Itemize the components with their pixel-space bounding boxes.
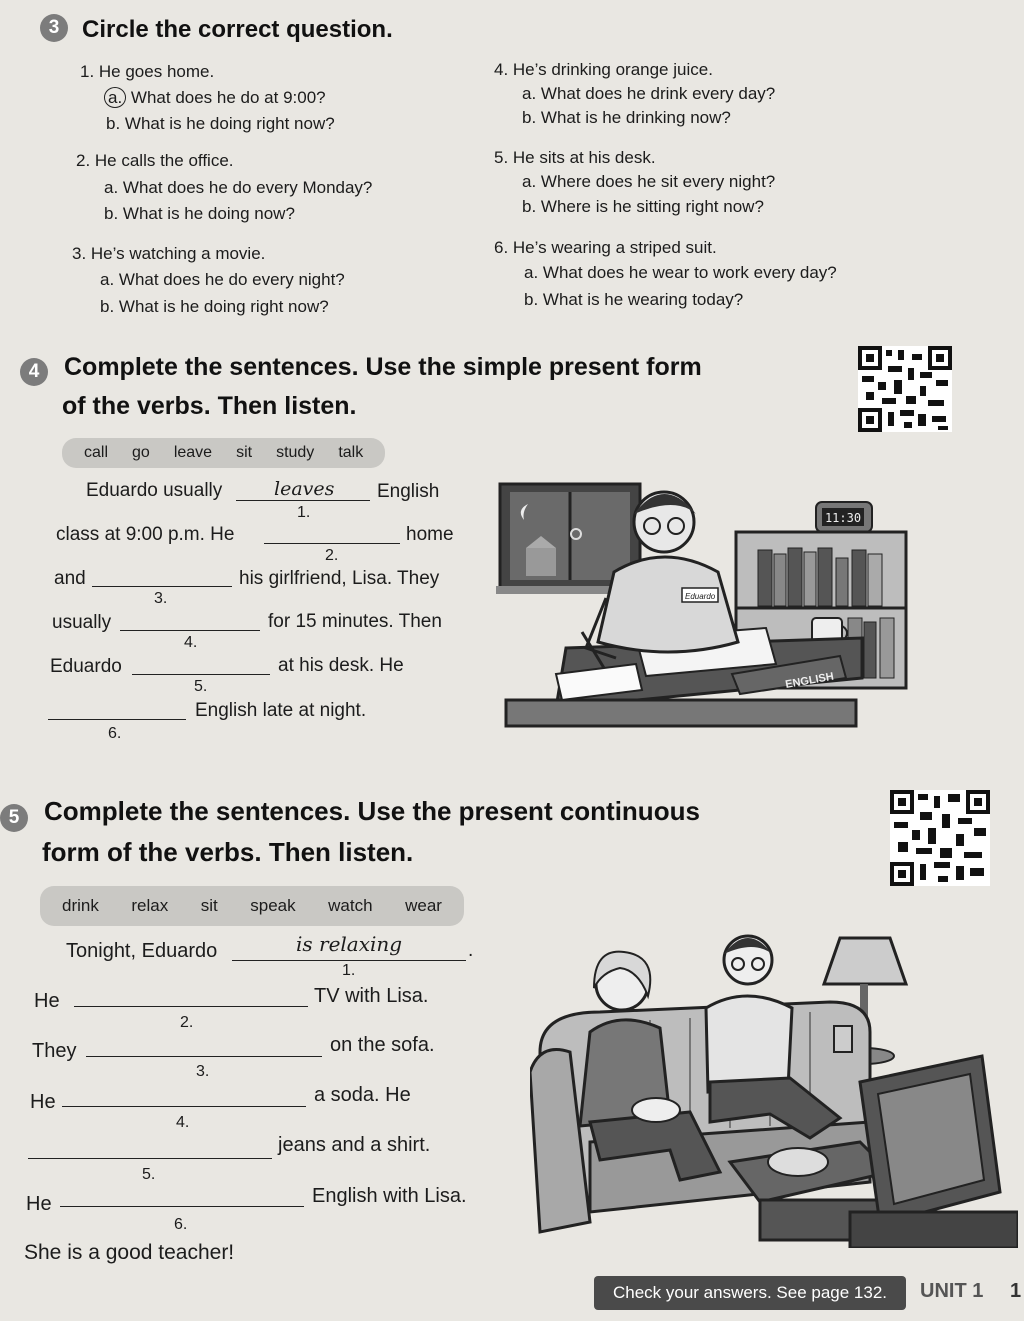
ex3-item-3-stem: 3. He’s watching a movie. [72, 244, 266, 263]
clock-readout: 11:30 [824, 511, 862, 525]
ex5-line-3-end: on the sofa. [330, 1034, 435, 1056]
qr-code-icon[interactable] [858, 346, 952, 432]
ex4-line-2-start: class at 9:00 p.m. He [56, 524, 235, 545]
word-bank-word: sit [236, 444, 253, 461]
english-book-label: ENGLISH [784, 670, 835, 691]
ex3-item-5-option-a[interactable]: a. Where does he sit every night? [522, 172, 776, 191]
ex5-blank-5[interactable] [28, 1158, 272, 1159]
ex5-line-2-start: He [34, 990, 60, 1012]
ex5-line-5-end: jeans and a shirt. [278, 1134, 431, 1156]
ex3-item-6-option-b[interactable]: b. What is he wearing today? [524, 290, 744, 309]
ex3-item-1-option-b[interactable]: b. What is he doing right now? [106, 114, 335, 133]
ex3-item-3-option-a[interactable]: a. What does he do every night? [100, 270, 345, 289]
ex3-item-2-stem: 2. He calls the office. [76, 151, 234, 170]
ex3-item-2-option-a[interactable]: a. What does he do every Monday? [104, 178, 373, 197]
ex5-blank-3-number: 3. [196, 1063, 210, 1080]
word-bank-word: go [132, 444, 150, 461]
ex5-blank-4[interactable] [62, 1106, 306, 1107]
ex5-line-2-end: TV with Lisa. [314, 985, 429, 1007]
ex3-item-4-stem: 4. He’s drinking orange juice. [494, 60, 713, 79]
ex5-blank-6[interactable] [60, 1206, 304, 1207]
exercise-3-title: Circle the correct question. [82, 16, 393, 43]
ex4-blank-3[interactable] [92, 586, 232, 587]
living-room-illustration [530, 932, 1018, 1248]
ex5-blank-2-number: 2. [180, 1014, 194, 1031]
ex4-answer-1: leaves [274, 478, 335, 500]
ex3-item-4-option-a[interactable]: a. What does he drink every day? [522, 84, 776, 103]
word-bank-ex5 [40, 886, 464, 926]
word-bank-word: sit [200, 896, 218, 915]
exercise-4-title-line-2: of the verbs. Then listen. [62, 392, 357, 420]
ex3-item-5-option-b[interactable]: b. Where is he sitting right now? [522, 197, 764, 216]
ex5-blank-2[interactable] [74, 1006, 308, 1007]
ex5-blank-1-number: 1. [342, 962, 356, 979]
word-bank-word: leave [173, 444, 213, 461]
ex4-line-6-end: English late at night. [195, 700, 367, 721]
word-bank-word: wear [405, 896, 442, 915]
ex4-line-4-start: usually [52, 612, 112, 633]
word-bank-word: study [276, 444, 315, 461]
exercise-5-badge: 5 [0, 804, 28, 832]
ex4-blank-5[interactable] [132, 674, 270, 675]
ex5-closing-sentence: She is a good teacher! [24, 1241, 235, 1264]
ex4-blank-6[interactable] [48, 719, 186, 720]
exercise-3-badge: 3 [40, 14, 68, 42]
ex3-item-1-stem: 1. He goes home. [80, 62, 215, 81]
ex3-item-5-stem: 5. He sits at his desk. [494, 148, 656, 167]
word-bank-word: drink [62, 896, 99, 915]
ex5-line-1-start: Tonight, Eduardo [66, 940, 218, 962]
ex5-answer-1: is relaxing [296, 932, 403, 956]
ex5-blank-1[interactable] [232, 960, 466, 961]
circled-answer: a. [104, 87, 126, 108]
ex3-item-1-option-a[interactable] [104, 88, 326, 108]
ex4-line-3-start: and [54, 568, 86, 589]
ex3-item-2-option-b[interactable]: b. What is he doing now? [104, 204, 295, 223]
ex4-blank-5-number: 5. [194, 678, 208, 695]
exercise-5-title-line-2: form of the verbs. Then listen. [42, 837, 414, 867]
ex4-blank-1[interactable] [236, 500, 370, 501]
ex4-line-4-end: for 15 minutes. Then [268, 611, 442, 632]
ex4-line-5-end: at his desk. He [278, 655, 404, 676]
ex5-blank-4-number: 4. [176, 1114, 190, 1131]
ex4-blank-1-number: 1. [297, 504, 311, 521]
ex5-blank-3[interactable] [86, 1056, 322, 1057]
ex4-line-5-start: Eduardo [50, 656, 122, 677]
ex5-line-6-start: He [26, 1193, 52, 1215]
ex4-blank-4[interactable] [120, 630, 260, 631]
ex4-blank-2[interactable] [264, 543, 400, 544]
ex3-item-6-stem: 6. He’s wearing a striped suit. [494, 238, 717, 257]
ex4-line-2-end: home [406, 524, 454, 545]
ex5-line-3-start: They [32, 1040, 77, 1062]
ex5-line-4-end: a soda. He [314, 1084, 411, 1106]
ex4-blank-3-number: 3. [154, 590, 168, 607]
name-tag: Eduardo [685, 592, 716, 601]
ex5-line-6-end: English with Lisa. [312, 1185, 467, 1207]
exercise-4-badge: 4 [20, 358, 48, 386]
ex3-item-3-option-b[interactable]: b. What is he doing right now? [100, 297, 329, 316]
word-bank-ex4 [62, 438, 385, 468]
word-bank-word: watch [328, 896, 373, 915]
unit-label: UNIT 1 [920, 1280, 984, 1302]
ex5-blank-6-number: 6. [174, 1216, 188, 1233]
word-bank-word: speak [250, 896, 296, 915]
ex3-item-6-option-a[interactable]: a. What does he wear to work every day? [524, 263, 837, 282]
word-bank-word: talk [338, 444, 364, 461]
ex3-item-4-option-b[interactable]: b. What is he drinking now? [522, 108, 731, 127]
exercise-4-title-line-1: Complete the sentences. Use the simple present form [64, 353, 702, 381]
ex4-blank-6-number: 6. [108, 725, 122, 742]
ex5-blank-5-number: 5. [142, 1166, 156, 1183]
ex4-line-1-start: Eduardo usually [86, 480, 223, 501]
ex4-line-3-end: his girlfriend, Lisa. They [239, 568, 440, 589]
ex4-blank-4-number: 4. [184, 634, 198, 651]
qr-code-icon[interactable] [890, 790, 990, 886]
studying-illustration [496, 478, 910, 730]
ex3-item-1-option-a-text: What does he do at 9:00? [130, 88, 326, 107]
ex5-line-1-period: . [468, 940, 474, 961]
word-bank-word: call [84, 444, 109, 461]
page-number: 1 [1010, 1280, 1022, 1302]
ex4-blank-2-number: 2. [325, 547, 339, 564]
word-bank-word: relax [131, 896, 169, 915]
check-answers-banner: Check your answers. See page 132. [594, 1276, 906, 1310]
ex4-line-1-end: English [377, 481, 440, 502]
exercise-5-title-line-1: Complete the sentences. Use the present continuous [44, 796, 700, 826]
ex5-line-4-start: He [30, 1091, 56, 1113]
